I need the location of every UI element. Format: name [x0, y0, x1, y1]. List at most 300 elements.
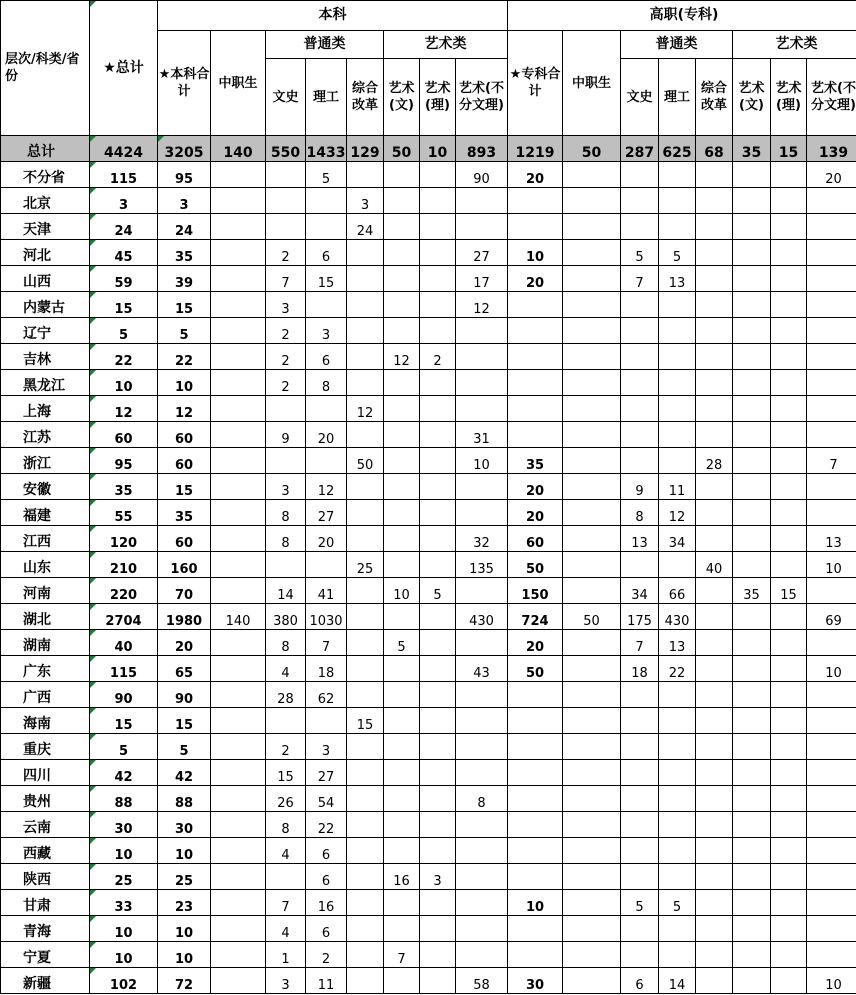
table-cell [733, 734, 771, 760]
table-cell [384, 396, 420, 422]
table-cell [696, 708, 733, 734]
table-cell: 2 [420, 344, 456, 370]
table-cell: 6 [306, 838, 347, 864]
table-cell [621, 682, 659, 708]
table-cell [621, 396, 659, 422]
table-cell [771, 292, 807, 318]
total-cell [158, 136, 211, 162]
province-name: 广东 [1, 656, 90, 682]
total-cell [90, 136, 158, 162]
table-cell [771, 942, 807, 968]
table-cell [90, 448, 158, 474]
table-cell [696, 318, 733, 344]
total-cell: 139 [807, 136, 856, 162]
table-cell [347, 916, 384, 942]
table-cell [621, 734, 659, 760]
table-cell [807, 318, 856, 344]
table-cell: 20 [306, 422, 347, 448]
table-cell [420, 500, 456, 526]
table-cell [659, 292, 696, 318]
table-cell [659, 344, 696, 370]
comment-marker-icon [90, 708, 96, 714]
table-cell [771, 266, 807, 292]
total-cell: 68 [696, 136, 733, 162]
table-cell [211, 578, 266, 604]
table-cell-value: 55 [114, 510, 133, 525]
table-cell: 135 [456, 552, 508, 578]
table-cell [508, 422, 563, 448]
table-cell [659, 682, 696, 708]
table-cell: 39 [158, 266, 211, 292]
table-cell: 88 [158, 786, 211, 812]
table-cell: 6 [621, 968, 659, 994]
table-cell [347, 422, 384, 448]
total-cell: 35 [733, 136, 771, 162]
table-cell [211, 760, 266, 786]
table-cell [306, 292, 347, 318]
table-cell [696, 266, 733, 292]
table-cell [420, 734, 456, 760]
table-row [1, 916, 856, 942]
table-cell: 28 [696, 448, 733, 474]
table-cell: 3 [158, 188, 211, 214]
table-row [1, 604, 856, 630]
province-name: 新疆 [1, 968, 90, 994]
table-cell [456, 500, 508, 526]
comment-marker-icon [90, 526, 96, 532]
table-cell: 430 [456, 604, 508, 630]
total-cell: 10 [420, 136, 456, 162]
table-cell [420, 422, 456, 448]
table-cell-value: 59 [114, 276, 133, 291]
table-cell [733, 318, 771, 344]
table-cell: 40 [696, 552, 733, 578]
total-label: 总计 [1, 136, 90, 162]
comment-marker-icon [90, 812, 96, 818]
comment-marker-icon [90, 240, 96, 246]
table-cell [733, 812, 771, 838]
table-cell: 5 [621, 890, 659, 916]
table-cell: 9 [621, 474, 659, 500]
table-cell: 5 [158, 318, 211, 344]
table-cell: 50 [563, 604, 621, 630]
table-cell [211, 916, 266, 942]
table-cell-value: 60 [114, 432, 133, 447]
table-cell [456, 942, 508, 968]
total-cell: 15 [771, 136, 807, 162]
table-cell-value: 30 [114, 822, 133, 837]
table-cell [696, 578, 733, 604]
table-cell [384, 786, 420, 812]
table-cell [211, 474, 266, 500]
table-cell [659, 786, 696, 812]
table-cell [456, 188, 508, 214]
table-cell [306, 552, 347, 578]
table-row [1, 812, 856, 838]
table-cell [733, 604, 771, 630]
table-row [1, 890, 856, 916]
table-cell: 13 [659, 266, 696, 292]
table-cell: 23 [158, 890, 211, 916]
table-cell [563, 396, 621, 422]
table-cell: 175 [621, 604, 659, 630]
table-cell [771, 968, 807, 994]
table-cell-value: 15 [114, 302, 133, 317]
table-cell: 15 [347, 708, 384, 734]
table-cell: 7 [306, 630, 347, 656]
table-cell [807, 422, 856, 448]
table-cell: 20 [508, 474, 563, 500]
table-cell: 69 [807, 604, 856, 630]
table-cell [420, 318, 456, 344]
table-cell: 14 [659, 968, 696, 994]
table-cell-value: 220 [109, 588, 138, 603]
table-cell [733, 968, 771, 994]
table-cell: 11 [659, 474, 696, 500]
table-cell: 18 [621, 656, 659, 682]
table-cell [420, 682, 456, 708]
province-name: 湖南 [1, 630, 90, 656]
table-cell [90, 552, 158, 578]
total-cell: 50 [563, 136, 621, 162]
table-cell [807, 344, 856, 370]
table-cell: 10 [807, 968, 856, 994]
province-name: 海南 [1, 708, 90, 734]
table-cell [384, 162, 420, 188]
table-cell [696, 370, 733, 396]
table-cell-value: 95 [114, 458, 133, 473]
table-cell-value: 120 [109, 536, 138, 551]
table-cell [347, 734, 384, 760]
province-name: 广西 [1, 682, 90, 708]
table-cell: 35 [158, 240, 211, 266]
table-cell [733, 786, 771, 812]
table-cell: 2 [266, 240, 306, 266]
table-cell: 12 [659, 500, 696, 526]
table-cell [90, 162, 158, 188]
table-cell [807, 240, 856, 266]
table-cell [456, 370, 508, 396]
table-cell: 5 [306, 162, 347, 188]
col-ligong: 理工 [306, 59, 347, 136]
table-cell [266, 162, 306, 188]
table-cell: 5 [621, 240, 659, 266]
table-cell [807, 812, 856, 838]
comment-marker-icon [158, 136, 164, 142]
table-cell: 34 [621, 578, 659, 604]
table-cell [771, 526, 807, 552]
table-cell: 26 [266, 786, 306, 812]
table-cell: 28 [266, 682, 306, 708]
table-row [1, 422, 856, 448]
comment-marker-icon [90, 136, 96, 142]
province-name: 陕西 [1, 864, 90, 890]
table-cell [659, 864, 696, 890]
table-cell: 34 [659, 526, 696, 552]
table-cell [733, 422, 771, 448]
table-cell: 20 [508, 266, 563, 292]
table-cell [563, 838, 621, 864]
table-cell: 8 [266, 526, 306, 552]
table-cell [508, 838, 563, 864]
table-cell: 5 [659, 890, 696, 916]
table-cell [90, 266, 158, 292]
table-cell: 10 [158, 838, 211, 864]
table-row [1, 526, 856, 552]
table-cell: 5 [384, 630, 420, 656]
col-ys-li: 艺术(理) [420, 59, 456, 136]
table-cell [807, 500, 856, 526]
table-cell [563, 760, 621, 786]
table-cell: 25 [158, 864, 211, 890]
table-cell [563, 708, 621, 734]
table-cell [733, 760, 771, 786]
table-cell [733, 552, 771, 578]
table-cell [696, 214, 733, 240]
table-cell [347, 162, 384, 188]
table-cell [733, 188, 771, 214]
table-cell [807, 396, 856, 422]
table-cell-value: 40 [114, 640, 133, 655]
province-name: 江苏 [1, 422, 90, 448]
table-cell: 50 [508, 656, 563, 682]
table-cell: 24 [347, 214, 384, 240]
table-cell: 140 [211, 604, 266, 630]
table-cell [733, 500, 771, 526]
table-cell [211, 188, 266, 214]
table-row [1, 500, 856, 526]
table-cell [211, 656, 266, 682]
table-cell: 4 [266, 838, 306, 864]
table-cell [508, 396, 563, 422]
table-cell [306, 396, 347, 422]
province-name: 青海 [1, 916, 90, 942]
table-cell [456, 682, 508, 708]
province-name: 内蒙古 [1, 292, 90, 318]
comment-marker-icon [90, 630, 96, 636]
table-cell: 2 [266, 318, 306, 344]
table-cell: 14 [266, 578, 306, 604]
table-cell: 160 [158, 552, 211, 578]
table-cell [90, 474, 158, 500]
province-name: 山西 [1, 266, 90, 292]
table-cell [90, 630, 158, 656]
table-cell-value: 12 [114, 406, 133, 421]
table-cell [696, 890, 733, 916]
table-cell [771, 630, 807, 656]
table-row [1, 786, 856, 812]
table-cell [563, 916, 621, 942]
table-cell [807, 864, 856, 890]
table-cell [563, 890, 621, 916]
table-cell [771, 344, 807, 370]
table-cell [696, 604, 733, 630]
table-cell [456, 630, 508, 656]
table-cell [420, 604, 456, 630]
table-cell [456, 916, 508, 942]
total-cell: 550 [266, 136, 306, 162]
table-cell [420, 162, 456, 188]
table-cell [696, 682, 733, 708]
table-cell: 9 [266, 422, 306, 448]
table-cell: 15 [158, 292, 211, 318]
table-row [1, 396, 856, 422]
table-cell [659, 734, 696, 760]
undergrad-header: 本科 [158, 1, 508, 31]
table-row [1, 448, 856, 474]
col-ys-wen-v: 艺术(文) [733, 59, 771, 136]
total-row [1, 136, 856, 162]
table-cell: 70 [158, 578, 211, 604]
table-cell [384, 760, 420, 786]
table-cell: 35 [158, 500, 211, 526]
table-cell [347, 786, 384, 812]
table-cell [696, 188, 733, 214]
table-cell: 7 [266, 890, 306, 916]
table-cell: 7 [621, 266, 659, 292]
table-cell: 1030 [306, 604, 347, 630]
table-cell [563, 942, 621, 968]
table-cell [347, 370, 384, 396]
table-cell [807, 214, 856, 240]
table-cell [563, 344, 621, 370]
table-cell [420, 526, 456, 552]
table-cell [90, 500, 158, 526]
table-cell: 12 [306, 474, 347, 500]
table-cell [306, 448, 347, 474]
table-cell [696, 760, 733, 786]
table-cell [456, 890, 508, 916]
table-cell: 60 [158, 448, 211, 474]
table-cell [90, 968, 158, 994]
table-cell [563, 240, 621, 266]
table-cell [211, 396, 266, 422]
table-cell [771, 890, 807, 916]
table-cell [508, 812, 563, 838]
comment-marker-icon [90, 1, 96, 7]
table-cell [420, 786, 456, 812]
grand-total-header: ★总计 [90, 1, 158, 136]
table-cell [347, 968, 384, 994]
table-row [1, 292, 856, 318]
table-cell: 1980 [158, 604, 211, 630]
table-cell-value: 115 [109, 666, 138, 681]
col-wenshi: 文史 [266, 59, 306, 136]
table-cell: 2 [266, 734, 306, 760]
table-cell: 15 [158, 708, 211, 734]
table-cell [508, 344, 563, 370]
table-cell [621, 422, 659, 448]
table-cell [420, 266, 456, 292]
table-cell: 42 [158, 760, 211, 786]
table-cell [90, 786, 158, 812]
col-zhgg-v: 综合改革 [696, 59, 733, 136]
table-row [1, 344, 856, 370]
table-cell: 95 [158, 162, 211, 188]
table-cell: 13 [807, 526, 856, 552]
table-cell-value: 22 [114, 354, 133, 369]
table-cell: 380 [266, 604, 306, 630]
province-name: 山东 [1, 552, 90, 578]
table-cell: 150 [508, 578, 563, 604]
province-name: 浙江 [1, 448, 90, 474]
table-cell [508, 734, 563, 760]
table-cell: 8 [266, 812, 306, 838]
table-cell-value: 10 [114, 926, 133, 941]
table-cell: 35 [733, 578, 771, 604]
col-ys-bf-v: 艺术(不分文理) [807, 59, 856, 136]
table-cell [696, 240, 733, 266]
total-cell-value: 3205 [164, 145, 204, 161]
undergrad-sum-header: ★本科合计 [158, 31, 211, 136]
table-cell [563, 370, 621, 396]
table-cell [384, 838, 420, 864]
table-cell [807, 682, 856, 708]
table-cell [563, 266, 621, 292]
table-cell [266, 864, 306, 890]
table-cell [563, 474, 621, 500]
table-cell [733, 396, 771, 422]
table-cell [563, 734, 621, 760]
table-cell [696, 396, 733, 422]
table-cell [508, 292, 563, 318]
table-cell [420, 656, 456, 682]
comment-marker-icon [90, 474, 96, 480]
table-cell [508, 682, 563, 708]
table-cell [696, 864, 733, 890]
table-cell-value: 35 [114, 484, 133, 499]
table-cell [508, 370, 563, 396]
table-cell: 10 [508, 890, 563, 916]
comment-marker-icon [90, 890, 96, 896]
province-name: 重庆 [1, 734, 90, 760]
table-cell: 30 [158, 812, 211, 838]
table-cell: 22 [659, 656, 696, 682]
table-cell: 54 [306, 786, 347, 812]
table-cell [733, 448, 771, 474]
table-cell: 2 [266, 370, 306, 396]
table-cell [771, 162, 807, 188]
comment-marker-icon [90, 734, 96, 740]
table-cell [659, 838, 696, 864]
table-cell [807, 630, 856, 656]
table-cell [807, 292, 856, 318]
table-cell [90, 422, 158, 448]
province-name: 不分省 [1, 162, 90, 188]
table-cell [420, 240, 456, 266]
table-row [1, 656, 856, 682]
table-cell [659, 162, 696, 188]
table-cell: 27 [306, 500, 347, 526]
table-cell [90, 734, 158, 760]
table-cell [90, 526, 158, 552]
table-cell: 50 [347, 448, 384, 474]
table-cell [771, 396, 807, 422]
table-cell [211, 214, 266, 240]
table-cell [733, 942, 771, 968]
table-cell [771, 422, 807, 448]
total-cell: 129 [347, 136, 384, 162]
table-cell [771, 318, 807, 344]
table-cell: 20 [508, 630, 563, 656]
table-cell: 41 [306, 578, 347, 604]
table-cell [90, 760, 158, 786]
table-cell [420, 552, 456, 578]
table-row [1, 240, 856, 266]
table-cell [508, 214, 563, 240]
table-body [1, 162, 856, 994]
table-cell [733, 370, 771, 396]
